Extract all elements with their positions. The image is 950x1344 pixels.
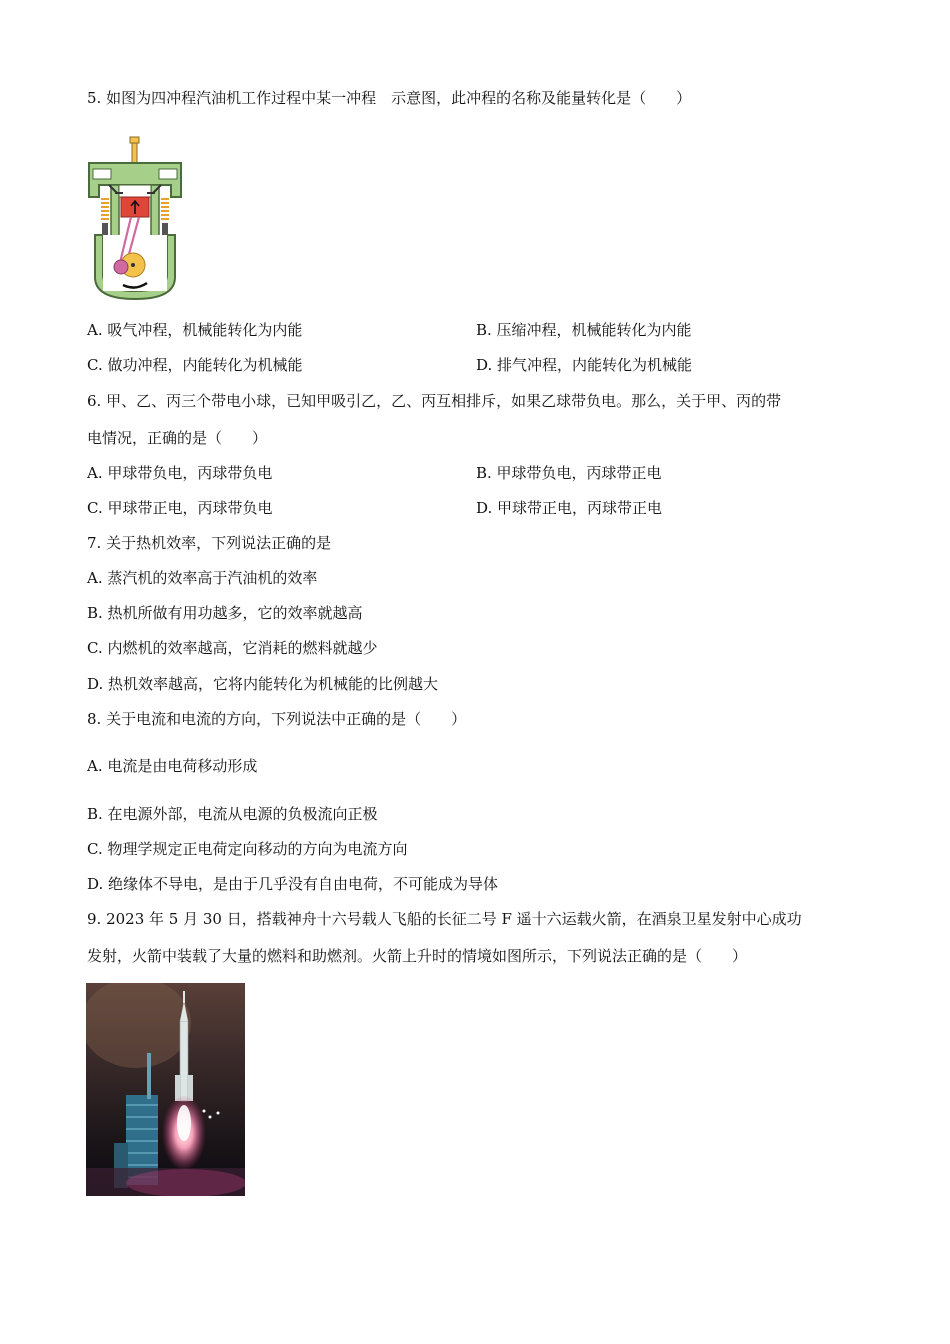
- q6-option-b[interactable]: B. 甲球带负电，丙球带正电: [476, 464, 662, 482]
- combustion-chamber: [119, 185, 151, 197]
- q6-option-a[interactable]: A. 甲球带负电，丙球带负电: [87, 464, 273, 482]
- q7-stem: 7. 关于热机效率，下列说法正确的是: [87, 534, 332, 552]
- q8-option-c[interactable]: C. 物理学规定正电荷定向移动的方向为电流方向: [87, 840, 408, 858]
- q8-option-d[interactable]: D. 绝缘体不导电，是由于几乎没有自由电荷，不可能成为导体: [87, 875, 499, 893]
- flame-core: [177, 1105, 191, 1141]
- rocket-launch-photo: [86, 983, 245, 1196]
- q7-option-b[interactable]: B. 热机所做有用功越多，它的效率就越高: [87, 604, 363, 622]
- q6-stem-line2: 电情况，正确的是（ ）: [87, 429, 268, 447]
- valve-spring-right: [161, 199, 169, 219]
- q7-option-d[interactable]: D. 热机效率越高，它将内能转化为机械能的比例越大: [87, 675, 439, 693]
- q5-option-c[interactable]: C. 做功冲程，内能转化为机械能: [87, 356, 303, 374]
- spark-plug-top: [130, 137, 139, 143]
- q8-option-a[interactable]: A. 电流是由电荷移动形成: [87, 757, 258, 775]
- valve-spring-left: [101, 199, 109, 219]
- q5-option-d[interactable]: D. 排气冲程，内能转化为机械能: [476, 356, 693, 374]
- tower-mast: [147, 1053, 151, 1099]
- spark: [217, 1112, 220, 1115]
- spark: [203, 1110, 206, 1113]
- escape-tower: [183, 991, 185, 1003]
- intake-port: [93, 169, 111, 179]
- q6-option-d[interactable]: D. 甲球带正电，丙球带正电: [476, 499, 663, 517]
- q6-option-c[interactable]: C. 甲球带正电，丙球带负电: [87, 499, 273, 517]
- q8-option-b[interactable]: B. 在电源外部，电流从电源的负极流向正极: [87, 805, 378, 823]
- ground-glow: [126, 1169, 245, 1196]
- spark: [209, 1116, 212, 1119]
- four-stroke-engine-figure: [87, 135, 183, 305]
- q7-option-a[interactable]: A. 蒸汽机的效率高于汽油机的效率: [87, 569, 318, 587]
- q7-option-c[interactable]: C. 内燃机的效率越高，它消耗的燃料就越少: [87, 639, 378, 657]
- spark-plug: [132, 143, 137, 165]
- q8-stem: 8. 关于电流和电流的方向，下列说法中正确的是（ ）: [87, 710, 467, 728]
- q5-option-a[interactable]: A. 吸气冲程，机械能转化为内能: [87, 321, 303, 339]
- crank-pin: [114, 260, 128, 274]
- q6-stem-line1: 6. 甲、乙、丙三个带电小球，已知甲吸引乙，乙、丙互相排斥，如果乙球带负电。那么，关于甲、丙的带: [87, 392, 782, 410]
- q5-stem: 5. 如图为四冲程汽油机工作过程中某一冲程 示意图，此冲程的名称及能量转化是（ ）: [87, 89, 692, 107]
- crank-center: [131, 263, 135, 267]
- rocket-body: [180, 1021, 188, 1101]
- q9-stem-line1: 9. 2023 年 5 月 30 日，搭载神舟十六号载人飞船的长征二号 F 遥十六运载火箭，在酒泉卫星发射中心成功: [87, 910, 802, 928]
- exhaust-port: [159, 169, 177, 179]
- q9-stem-line2: 发射，火箭中装载了大量的燃料和助燃剂。火箭上升时的情境如图所示，下列说法正确的是（ ）: [87, 947, 748, 965]
- q5-option-b[interactable]: B. 压缩冲程，机械能转化为内能: [476, 321, 692, 339]
